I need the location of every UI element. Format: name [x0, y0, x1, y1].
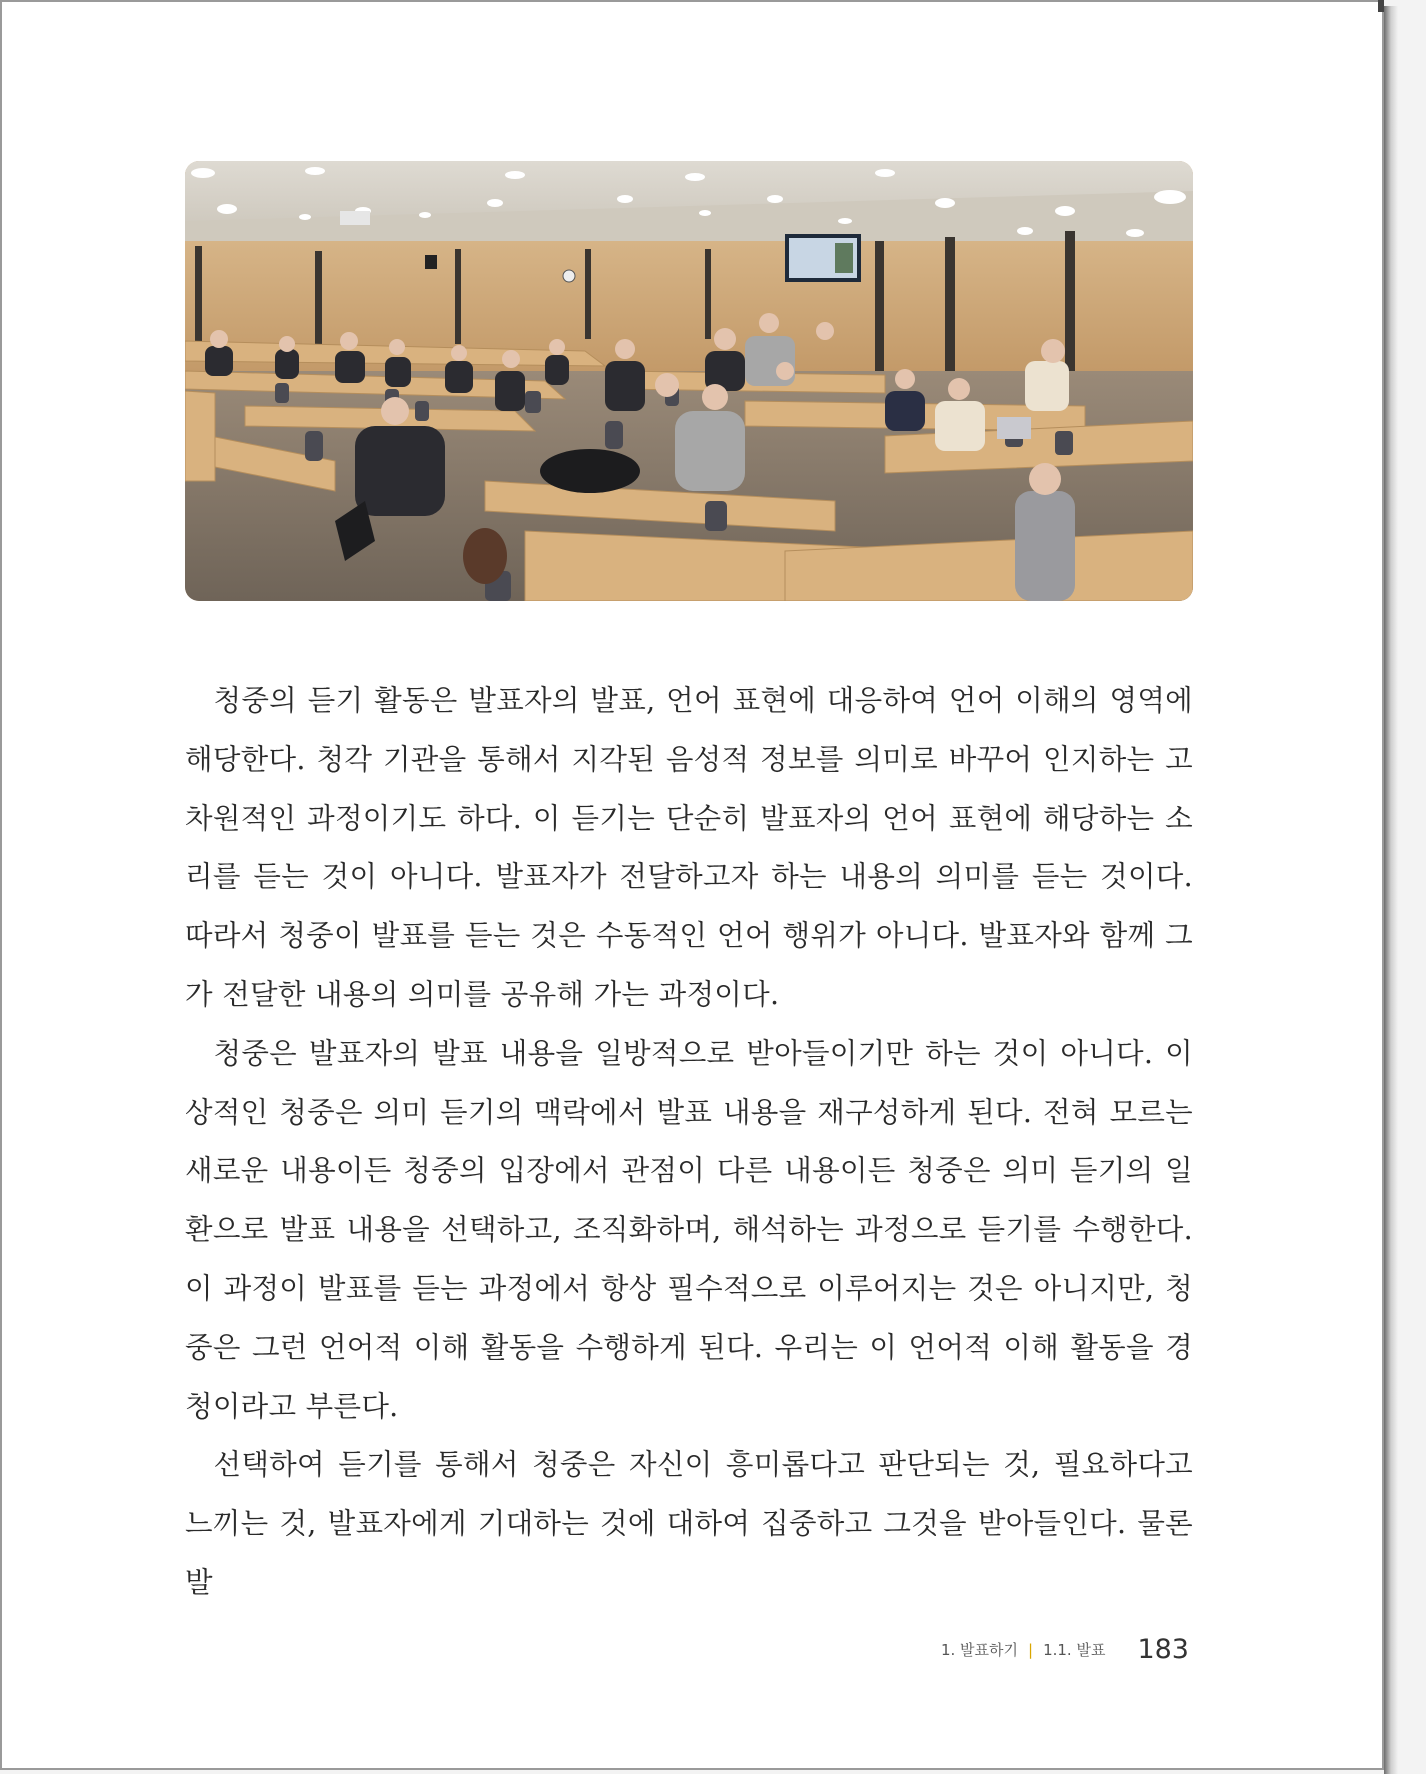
- lecture-hall-photo-icon: [185, 161, 1193, 601]
- page-footer: [941, 1634, 1189, 1665]
- lecture-hall-photo: [185, 161, 1193, 601]
- page-edge-shadow: [1384, 6, 1398, 1774]
- page-corner: [1378, 0, 1384, 12]
- paragraph-3: 선택하여 듣기를 통해서 청중은 자신이 흥미롭다고 판단되는 것, 필요하다고 느끼는 것, 발표자에게 기대하는 것에 대하여 집중하고 그것을 받아들인다. 물론 발: [185, 1448, 1193, 1599]
- footer-separator: |: [1028, 1640, 1034, 1659]
- footer-chapter: 1. 발표하기: [940, 1641, 1019, 1659]
- paragraph-2: 청중은 발표자의 발표 내용을 일방적으로 받아들이기만 하는 것이 아니다. 이상적인 청중은 의미 듣기의 맥락에서 발표 내용을 재구성하게 된다. 전혀 모르는 새로운 내용이든 청중의 입장에서 관점이 다른 내용이든 청중은 의미 듣기의 일환으로 발표 내용을 선택하고, 조직화하며, 해석하는 과정으로 듣기를 수행한다. 이 과정이 발표를 듣는 과정에서 항상 필수적으로 이루어지는 것은 아니지만, 청중은 그런 언어적 이해 활동을 수행하게 된다. 우리는 이 언어적 이해 활동을 경청이라고 부른다.: [185, 1036, 1193, 1423]
- paragraph-1: 청중의 듣기 활동은 발표자의 발표, 언어 표현에 대응하여 언어 이해의 영역에 해당한다. 청각 기관을 통해서 지각된 음성적 정보를 의미로 바꾸어 인지하는 고차원적인 과정이기도 하다. 이 듣기는 단순히 발표자의 언어 표현에 해당하는 소리를 듣는 것이 아니다. 발표자가 전달하고자 하는 내용의 의미를 듣는 것이다. 따라서 청중이 발표를 듣는 것은 수동적인 언어 행위가 아니다. 발표자와 함께 그가 전달한 내용의 의미를 공유해 가는 과정이다.: [185, 684, 1193, 1011]
- body-text: [185, 672, 1193, 1613]
- page-number: 183: [1137, 1634, 1189, 1665]
- footer-section: 1.1. 발표: [1043, 1641, 1106, 1659]
